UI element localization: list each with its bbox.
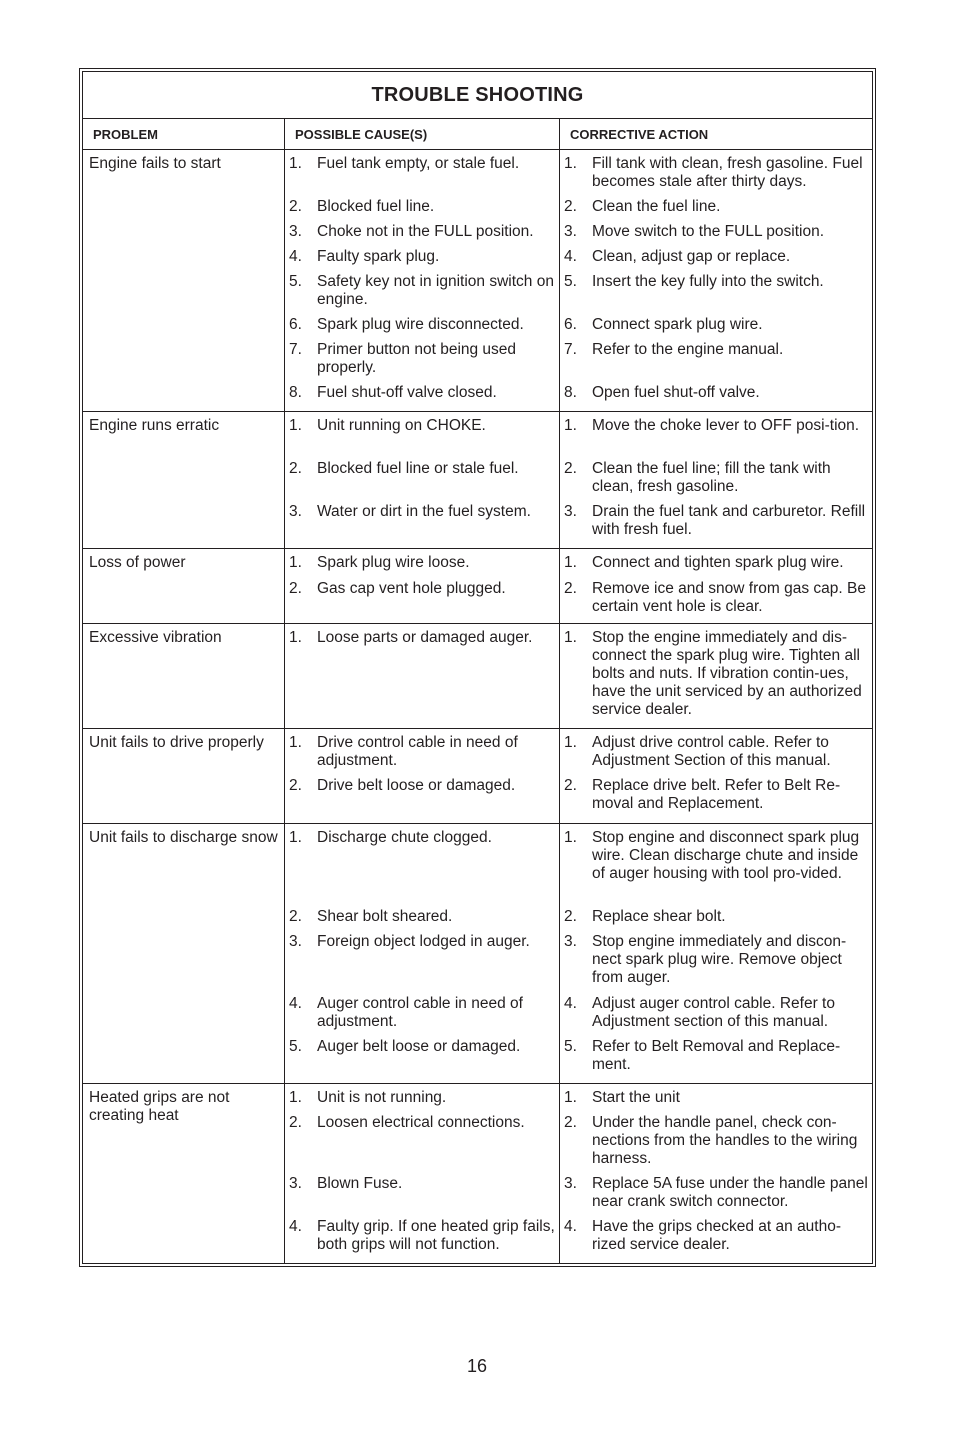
item-text: Blown Fuse.	[317, 1175, 403, 1192]
table-row	[83, 824, 873, 1084]
action-item	[564, 198, 868, 223]
cause-item	[289, 629, 555, 725]
item-text: Drive belt loose or damaged.	[317, 777, 516, 794]
action-item	[564, 1175, 868, 1218]
cause-item	[289, 155, 555, 198]
table-row	[83, 1084, 873, 1264]
item-text: Clean the fuel line.	[592, 198, 721, 215]
cause-item	[289, 829, 555, 908]
item-number: 7.	[564, 341, 577, 358]
table-row	[83, 412, 873, 549]
problem-cell: Heated grips are not creating heat	[83, 1084, 285, 1264]
action-item	[564, 554, 868, 580]
action-item	[564, 1218, 868, 1260]
item-text: Connect and tighten spark plug wire.	[592, 554, 844, 571]
cause-item	[289, 460, 555, 503]
item-number: 4.	[289, 248, 302, 265]
item-text: Move the choke lever to OFF posi-tion.	[592, 417, 860, 434]
cause-item	[289, 995, 555, 1038]
item-text: Safety key not in ignition switch on engine.	[317, 273, 554, 308]
action-item	[564, 316, 868, 341]
item-number: 8.	[564, 384, 577, 401]
item-number: 1.	[289, 1089, 302, 1106]
item-number: 6.	[289, 316, 302, 333]
action-item	[564, 933, 868, 995]
item-text: Connect spark plug wire.	[592, 316, 763, 333]
item-number: 4.	[289, 995, 302, 1012]
cause-item	[289, 1175, 555, 1218]
item-number: 3.	[564, 503, 577, 520]
item-number: 6.	[564, 316, 577, 333]
item-text: Auger control cable in need of adjustment.	[317, 995, 523, 1030]
item-text: Fuel shut-off valve closed.	[317, 384, 497, 401]
causes-cell	[285, 549, 560, 624]
action-item	[564, 734, 868, 777]
action-item	[564, 908, 868, 933]
cause-item	[289, 248, 555, 273]
item-text: Discharge chute clogged.	[317, 829, 492, 846]
item-text: Remove ice and snow from gas cap. Be certain vent hole is clear.	[592, 580, 866, 615]
item-text: Replace drive belt. Refer to Belt Re-moval and Replacement.	[592, 777, 841, 812]
item-number: 4.	[289, 1218, 302, 1235]
item-number: 1.	[289, 155, 302, 172]
item-number: 4.	[564, 995, 577, 1012]
action-item	[564, 829, 868, 908]
action-item	[564, 417, 868, 460]
troubleshooting-table	[82, 71, 873, 1264]
item-number: 1.	[564, 734, 577, 751]
troubleshooting-frame	[79, 68, 876, 1267]
actions-cell	[560, 1084, 873, 1264]
cause-item	[289, 554, 555, 580]
item-text: Stop the engine immediately and dis-connect the spark plug wire. Tighten all bolts and nuts. If vibration contin-ues, have the unit serviced by an authorized service dealer.	[592, 629, 862, 718]
action-item	[564, 777, 868, 820]
causes-cell	[285, 824, 560, 1084]
cause-item	[289, 273, 555, 316]
causes-cell	[285, 1084, 560, 1264]
item-text: Loosen electrical connections.	[317, 1114, 525, 1131]
item-number: 2.	[289, 1114, 302, 1131]
cause-item	[289, 417, 555, 460]
action-item	[564, 460, 868, 503]
item-text: Spark plug wire loose.	[317, 554, 470, 571]
item-number: 1.	[564, 629, 577, 646]
table-row	[83, 729, 873, 824]
action-item	[564, 384, 868, 408]
cause-item	[289, 316, 555, 341]
item-number: 2.	[564, 1114, 577, 1131]
item-text: Choke not in the FULL position.	[317, 223, 534, 240]
cause-item	[289, 198, 555, 223]
item-number: 3.	[289, 223, 302, 240]
item-number: 7.	[289, 341, 302, 358]
item-text: Unit running on CHOKE.	[317, 417, 486, 434]
item-number: 3.	[564, 223, 577, 240]
item-number: 3.	[289, 503, 302, 520]
item-text: Unit is not running.	[317, 1089, 447, 1106]
action-item	[564, 341, 868, 384]
cause-item	[289, 1038, 555, 1080]
item-text: Primer button not being used properly.	[317, 341, 517, 376]
item-text: Clean the fuel line; fill the tank with clean, fresh gasoline.	[592, 460, 831, 495]
item-text: Loose parts or damaged auger.	[317, 629, 533, 646]
item-text: Refer to the engine manual.	[592, 341, 784, 358]
item-number: 5.	[564, 273, 577, 290]
table-row	[83, 150, 873, 412]
item-text: Under the handle panel, check con-nections from the handles to the wiring harness.	[592, 1114, 858, 1167]
cause-item	[289, 1114, 555, 1175]
cause-item	[289, 734, 555, 777]
item-number: 2.	[564, 908, 577, 925]
item-number: 1.	[564, 829, 577, 846]
actions-cell	[560, 624, 873, 729]
action-item	[564, 155, 868, 198]
item-text: Foreign object lodged in auger.	[317, 933, 530, 950]
actions-cell	[560, 729, 873, 824]
cause-item	[289, 384, 555, 408]
cause-item	[289, 1218, 555, 1260]
item-text: Water or dirt in the fuel system.	[317, 503, 531, 520]
causes-cell	[285, 624, 560, 729]
action-item	[564, 1038, 868, 1080]
problem-cell: Excessive vibration	[83, 624, 285, 729]
action-item	[564, 995, 868, 1038]
table-title: TROUBLE SHOOTING	[83, 72, 873, 119]
item-text: Auger belt loose or damaged.	[317, 1038, 521, 1055]
item-number: 2.	[564, 198, 577, 215]
item-number: 4.	[564, 1218, 577, 1235]
item-number: 1.	[564, 155, 577, 172]
item-text: Blocked fuel line.	[317, 198, 435, 215]
item-number: 4.	[564, 248, 577, 265]
item-number: 2.	[289, 580, 302, 597]
header-corrective-action: CORRECTIVE ACTION	[560, 119, 873, 150]
item-number: 3.	[564, 933, 577, 950]
cause-item	[289, 223, 555, 248]
item-text: Fuel tank empty, or stale fuel.	[317, 155, 520, 172]
item-number: 1.	[564, 417, 577, 434]
item-text: Blocked fuel line or stale fuel.	[317, 460, 519, 477]
item-number: 2.	[564, 777, 577, 794]
item-text: Stop engine immediately and discon-nect spark plug wire. Remove object from auger.	[592, 933, 847, 986]
item-number: 2.	[289, 777, 302, 794]
item-text: Clean, adjust gap or replace.	[592, 248, 791, 265]
item-number: 2.	[289, 460, 302, 477]
causes-cell	[285, 150, 560, 412]
item-number: 2.	[564, 460, 577, 477]
item-number: 5.	[289, 1038, 302, 1055]
cause-item	[289, 777, 555, 820]
problem-cell: Engine fails to start	[83, 150, 285, 412]
actions-cell	[560, 412, 873, 549]
action-item	[564, 273, 868, 316]
item-text: Replace shear bolt.	[592, 908, 726, 925]
problem-cell: Engine runs erratic	[83, 412, 285, 549]
action-item	[564, 248, 868, 273]
action-item	[564, 629, 868, 725]
item-number: 2.	[564, 580, 577, 597]
action-item	[564, 580, 868, 620]
actions-cell	[560, 824, 873, 1084]
item-number: 1.	[289, 629, 302, 646]
table-body	[83, 150, 873, 1264]
item-number: 1.	[289, 417, 302, 434]
item-text: Move switch to the FULL position.	[592, 223, 825, 240]
item-number: 1.	[289, 554, 302, 571]
cause-item	[289, 908, 555, 933]
item-text: Open fuel shut-off valve.	[592, 384, 760, 401]
cause-item	[289, 503, 555, 545]
item-number: 1.	[289, 829, 302, 846]
page-number: 16	[466, 1356, 488, 1376]
item-number: 1.	[564, 554, 577, 571]
cause-item	[289, 933, 555, 995]
cause-item	[289, 1089, 555, 1114]
item-text: Fill tank with clean, fresh gasoline. Fuel becomes stale after thirty days.	[592, 155, 863, 190]
problem-cell: Unit fails to discharge snow	[83, 824, 285, 1084]
item-text: Replace 5A fuse under the handle panel near crank switch connector.	[592, 1175, 868, 1210]
causes-cell	[285, 729, 560, 824]
item-text: Shear bolt sheared.	[317, 908, 453, 925]
problem-cell: Unit fails to drive properly	[83, 729, 285, 824]
item-text: Drain the fuel tank and carburetor. Refill with fresh fuel.	[592, 503, 866, 538]
action-item	[564, 223, 868, 248]
item-text: Adjust auger control cable. Refer to Adjustment section of this manual.	[592, 995, 835, 1030]
item-number: 5.	[564, 1038, 577, 1055]
header-problem: PROBLEM	[83, 119, 285, 150]
item-text: Gas cap vent hole plugged.	[317, 580, 506, 597]
actions-cell	[560, 549, 873, 624]
item-text: Start the unit	[592, 1089, 680, 1106]
item-number: 2.	[289, 198, 302, 215]
item-number: 8.	[289, 384, 302, 401]
item-text: Refer to Belt Removal and Replace-ment.	[592, 1038, 841, 1073]
cause-item	[289, 341, 555, 384]
item-text: Have the grips checked at an autho-rized service dealer.	[592, 1218, 842, 1253]
item-number: 3.	[289, 933, 302, 950]
cause-item	[289, 580, 555, 620]
action-item	[564, 503, 868, 545]
item-text: Faulty grip. If one heated grip fails, both grips will not function.	[317, 1218, 555, 1253]
item-number: 1.	[564, 1089, 577, 1106]
item-text: Drive control cable in need of adjustment.	[317, 734, 518, 769]
item-number: 2.	[289, 908, 302, 925]
causes-cell	[285, 412, 560, 549]
item-text: Faulty spark plug.	[317, 248, 440, 265]
actions-cell	[560, 150, 873, 412]
action-item	[564, 1114, 868, 1175]
item-number: 3.	[289, 1175, 302, 1192]
problem-cell: Loss of power	[83, 549, 285, 624]
item-number: 3.	[564, 1175, 577, 1192]
table-row	[83, 549, 873, 624]
header-possible-causes: POSSIBLE CAUSE(S)	[285, 119, 560, 150]
item-number: 5.	[289, 273, 302, 290]
item-text: Adjust drive control cable. Refer to Adjustment Section of this manual.	[592, 734, 831, 769]
table-row	[83, 624, 873, 729]
action-item	[564, 1089, 868, 1114]
item-text: Stop engine and disconnect spark plug wire. Clean discharge chute and inside of auger housing with tool pro-vided.	[592, 829, 860, 882]
item-text: Spark plug wire disconnected.	[317, 316, 524, 333]
item-number: 1.	[289, 734, 302, 751]
item-text: Insert the key fully into the switch.	[592, 273, 824, 290]
